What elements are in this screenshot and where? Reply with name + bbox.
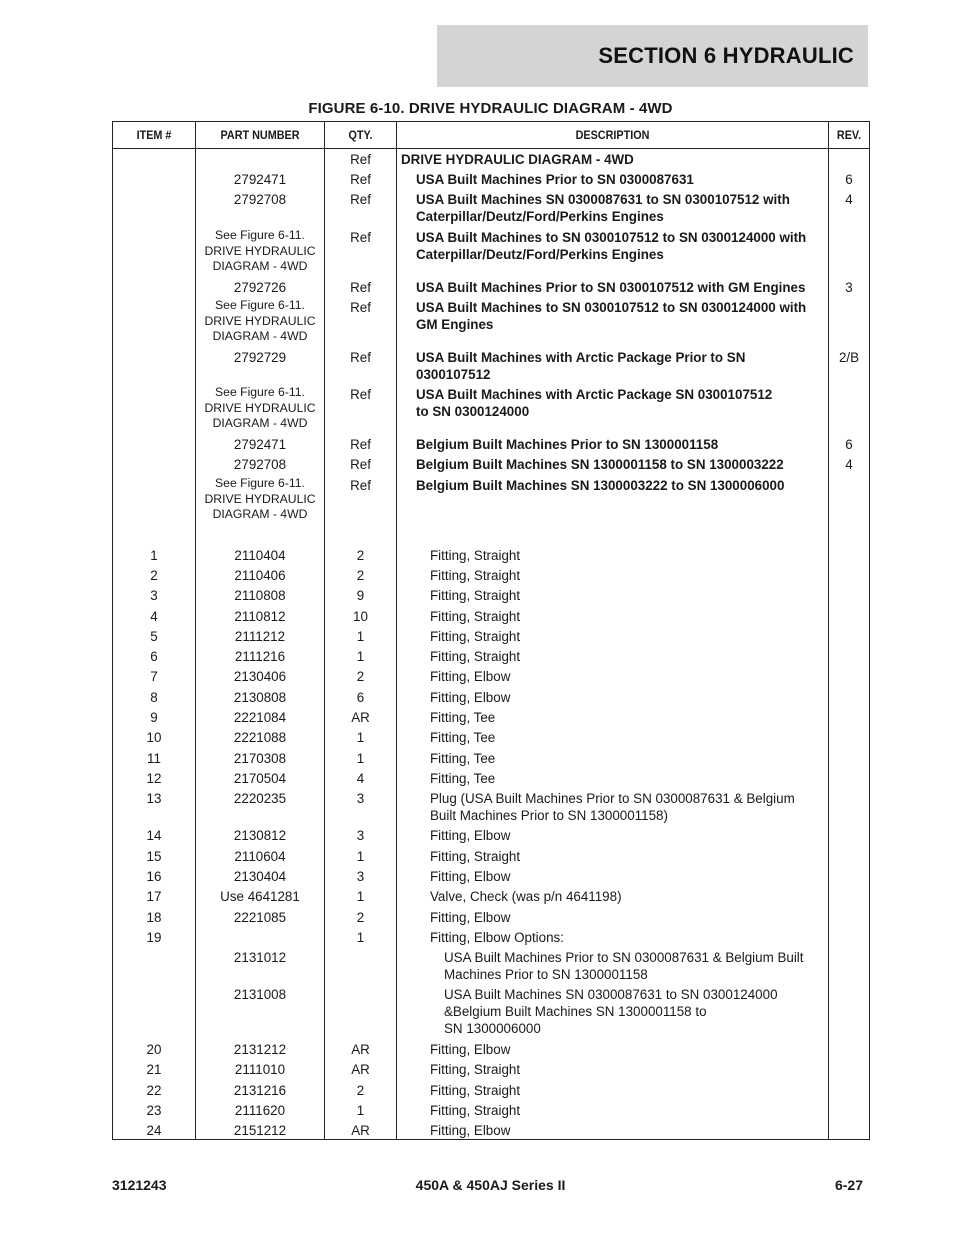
description: USA Built Machines Prior to SN 0300087631 & Belgium Built Machines Prior to SN 1300001158 (444, 950, 804, 982)
quantity: 2 (356, 568, 365, 583)
description: USA Built Machines with Arctic Package Prior to SN 0300107512 (416, 350, 746, 382)
quantity: 6 (356, 690, 365, 705)
header-description: DESCRIPTION (575, 128, 650, 142)
description: Fitting, Straight (430, 1062, 521, 1077)
item-number: 21 (146, 1062, 162, 1077)
item-number: 16 (146, 869, 162, 884)
footer-page-number: 6-27 (834, 1177, 863, 1193)
quantity: 3 (356, 828, 365, 843)
description: Fitting, Elbow (430, 690, 511, 705)
description: Fitting, Tee (430, 751, 496, 766)
part-number: 2110404 (234, 548, 286, 563)
part-number: 2111216 (234, 649, 286, 664)
header-item: ITEM # (136, 128, 172, 142)
description: Fitting, Straight (430, 1083, 521, 1098)
part-number: See Figure 6-11. DRIVE HYDRAULIC DIAGRAM - 4WD (204, 298, 316, 343)
item-number: 6 (150, 649, 158, 664)
quantity: Ref (350, 457, 371, 472)
quantity: 1 (356, 730, 365, 745)
description: USA Built Machines SN 0300087631 to SN 0300107512 with Caterpillar/Deutz/Ford/Perkins Engines (416, 192, 790, 224)
description: Fitting, Tee (430, 730, 496, 745)
part-number: 2130808 (233, 690, 287, 705)
item-number: 12 (146, 771, 162, 786)
parts-table (112, 121, 870, 1140)
item-number: 20 (146, 1042, 162, 1057)
part-number: Use 4641281 (220, 889, 300, 904)
quantity: 2 (356, 548, 365, 563)
quantity: AR (351, 1123, 370, 1138)
quantity: 9 (356, 588, 365, 603)
table-header (113, 122, 869, 149)
part-number: 2130812 (233, 828, 287, 843)
page-footer (112, 1177, 869, 1197)
description: Fitting, Straight (430, 649, 521, 664)
description: Fitting, Straight (430, 609, 521, 624)
part-number: 2221088 (233, 730, 287, 745)
part-number: 2792471 (233, 172, 287, 187)
header-qty: QTY. (348, 128, 373, 142)
item-number: 10 (146, 730, 162, 745)
part-number: 2792726 (233, 280, 287, 295)
part-number: 2220235 (233, 791, 287, 806)
description: Fitting, Tee (430, 710, 496, 725)
description: Fitting, Straight (430, 548, 521, 563)
quantity: Ref (350, 192, 371, 207)
section-banner (437, 25, 868, 87)
quantity: 2 (356, 1083, 365, 1098)
quantity: 1 (356, 649, 365, 664)
item-number: 4 (150, 609, 158, 624)
description: Fitting, Elbow (430, 869, 511, 884)
part-number: 2110604 (234, 849, 286, 864)
part-number: 2151212 (233, 1123, 287, 1138)
description: Plug (USA Built Machines Prior to SN 0300087631 & Belgium Built Machines Prior to SN 1300001158) (430, 791, 795, 823)
item-number: 9 (150, 710, 158, 725)
part-number: 2792729 (233, 350, 287, 365)
item-number: 5 (150, 629, 158, 644)
description: Belgium Built Machines Prior to SN 1300001158 (416, 437, 719, 452)
quantity: 3 (356, 869, 365, 884)
quantity: 1 (356, 930, 365, 945)
quantity: 3 (356, 791, 365, 806)
description: Belgium Built Machines SN 1300001158 to SN 1300003222 (416, 457, 784, 472)
description: USA Built Machines Prior to SN 0300087631 (416, 172, 694, 187)
part-number: 2130406 (233, 669, 287, 684)
part-number: See Figure 6-11. DRIVE HYDRAULIC DIAGRAM - 4WD (204, 228, 316, 273)
header-rev: REV. (836, 128, 862, 142)
part-number: 2170308 (233, 751, 287, 766)
part-number: 2111010 (234, 1062, 286, 1077)
item-number: 7 (150, 669, 158, 684)
quantity: 10 (353, 609, 368, 624)
part-number: See Figure 6-11. DRIVE HYDRAULIC DIAGRAM - 4WD (204, 385, 316, 430)
description: Fitting, Elbow (430, 1123, 511, 1138)
item-number: 2 (150, 568, 158, 583)
quantity: AR (351, 710, 370, 725)
revision: 6 (845, 172, 853, 187)
item-number: 11 (147, 751, 161, 766)
revision: 4 (845, 457, 853, 472)
description: Fitting, Elbow (430, 910, 511, 925)
part-number: See Figure 6-11. DRIVE HYDRAULIC DIAGRAM - 4WD (204, 476, 316, 521)
description: Fitting, Elbow (430, 1042, 511, 1057)
description: USA Built Machines with Arctic Package SN 0300107512 to SN 0300124000 (416, 387, 773, 419)
part-number: 2131216 (233, 1083, 287, 1098)
description: Valve, Check (was p/n 4641198) (430, 889, 622, 904)
item-number: 22 (146, 1083, 162, 1098)
quantity: AR (351, 1062, 370, 1077)
figure-title: FIGURE 6-10. DRIVE HYDRAULIC DIAGRAM - 4WD (308, 100, 673, 117)
description: Fitting, Elbow (430, 669, 511, 684)
footer-model: 450A & 450AJ Series II (415, 1177, 566, 1193)
quantity: Ref (350, 172, 371, 187)
part-number: 2131012 (233, 950, 287, 965)
item-number: 17 (146, 889, 162, 904)
description: USA Built Machines SN 0300087631 to SN 0300124000 &Belgium Built Machines SN 1300001158 to SN 1300006000 (444, 987, 778, 1036)
item-number: 13 (146, 791, 162, 806)
quantity: Ref (350, 350, 371, 365)
revision: 2/B (838, 350, 860, 365)
quantity: Ref (350, 152, 371, 167)
item-number: 18 (146, 910, 162, 925)
item-number: 15 (146, 849, 162, 864)
quantity: 1 (356, 751, 365, 766)
item-number: 1 (150, 548, 158, 563)
revision: 3 (845, 280, 853, 295)
quantity: Ref (350, 478, 371, 493)
header-part-number: PART NUMBER (220, 128, 300, 142)
part-number: 2111212 (234, 629, 286, 644)
part-number: 2131212 (233, 1042, 287, 1057)
part-number: 2131008 (233, 987, 287, 1002)
quantity: 2 (356, 669, 365, 684)
item-number: 3 (150, 588, 158, 603)
item-number: 23 (146, 1103, 162, 1118)
item-number: 19 (146, 930, 162, 945)
quantity: Ref (350, 437, 371, 452)
quantity: Ref (350, 280, 371, 295)
quantity: Ref (350, 230, 371, 245)
description: Fitting, Tee (430, 771, 496, 786)
description: Fitting, Straight (430, 568, 521, 583)
description: Fitting, Straight (430, 1103, 521, 1118)
quantity: 1 (356, 1103, 365, 1118)
description: Fitting, Elbow Options: (430, 930, 564, 945)
item-number: 14 (146, 828, 162, 843)
description: DRIVE HYDRAULIC DIAGRAM - 4WD (401, 152, 634, 167)
part-number: 2792708 (233, 457, 287, 472)
revision: 6 (845, 437, 853, 452)
description: Fitting, Elbow (430, 828, 511, 843)
description: USA Built Machines to SN 0300107512 to SN 0300124000 with Caterpillar/Deutz/Ford/Perkins Engines (416, 230, 807, 262)
part-number: 2221085 (233, 910, 287, 925)
item-number: 24 (146, 1123, 162, 1138)
column-divider (396, 122, 397, 1139)
description: Fitting, Straight (430, 849, 521, 864)
description: USA Built Machines Prior to SN 0300107512 with GM Engines (416, 280, 806, 295)
description: Fitting, Straight (430, 588, 521, 603)
part-number: 2792471 (233, 437, 287, 452)
quantity: 1 (356, 889, 365, 904)
description: Fitting, Straight (430, 629, 521, 644)
quantity: AR (351, 1042, 370, 1057)
quantity: Ref (350, 300, 371, 315)
quantity: 2 (356, 910, 365, 925)
revision: 4 (845, 192, 853, 207)
quantity: 1 (356, 849, 365, 864)
quantity: 1 (356, 629, 365, 644)
part-number: 2130404 (233, 869, 287, 884)
quantity: Ref (350, 387, 371, 402)
part-number: 2170504 (233, 771, 287, 786)
part-number: 2110812 (234, 609, 286, 624)
description: Belgium Built Machines SN 1300003222 to SN 1300006000 (416, 478, 785, 493)
item-number: 8 (150, 690, 158, 705)
part-number: 2110808 (234, 588, 286, 603)
description: USA Built Machines to SN 0300107512 to SN 0300124000 with GM Engines (416, 300, 807, 332)
quantity: 4 (356, 771, 365, 786)
footer-doc-number: 3121243 (112, 1177, 167, 1193)
part-number: 2111620 (234, 1103, 286, 1118)
part-number: 2221084 (233, 710, 287, 725)
part-number: 2110406 (234, 568, 286, 583)
section-title: SECTION 6 HYDRAULIC (598, 43, 854, 68)
part-number: 2792708 (233, 192, 287, 207)
